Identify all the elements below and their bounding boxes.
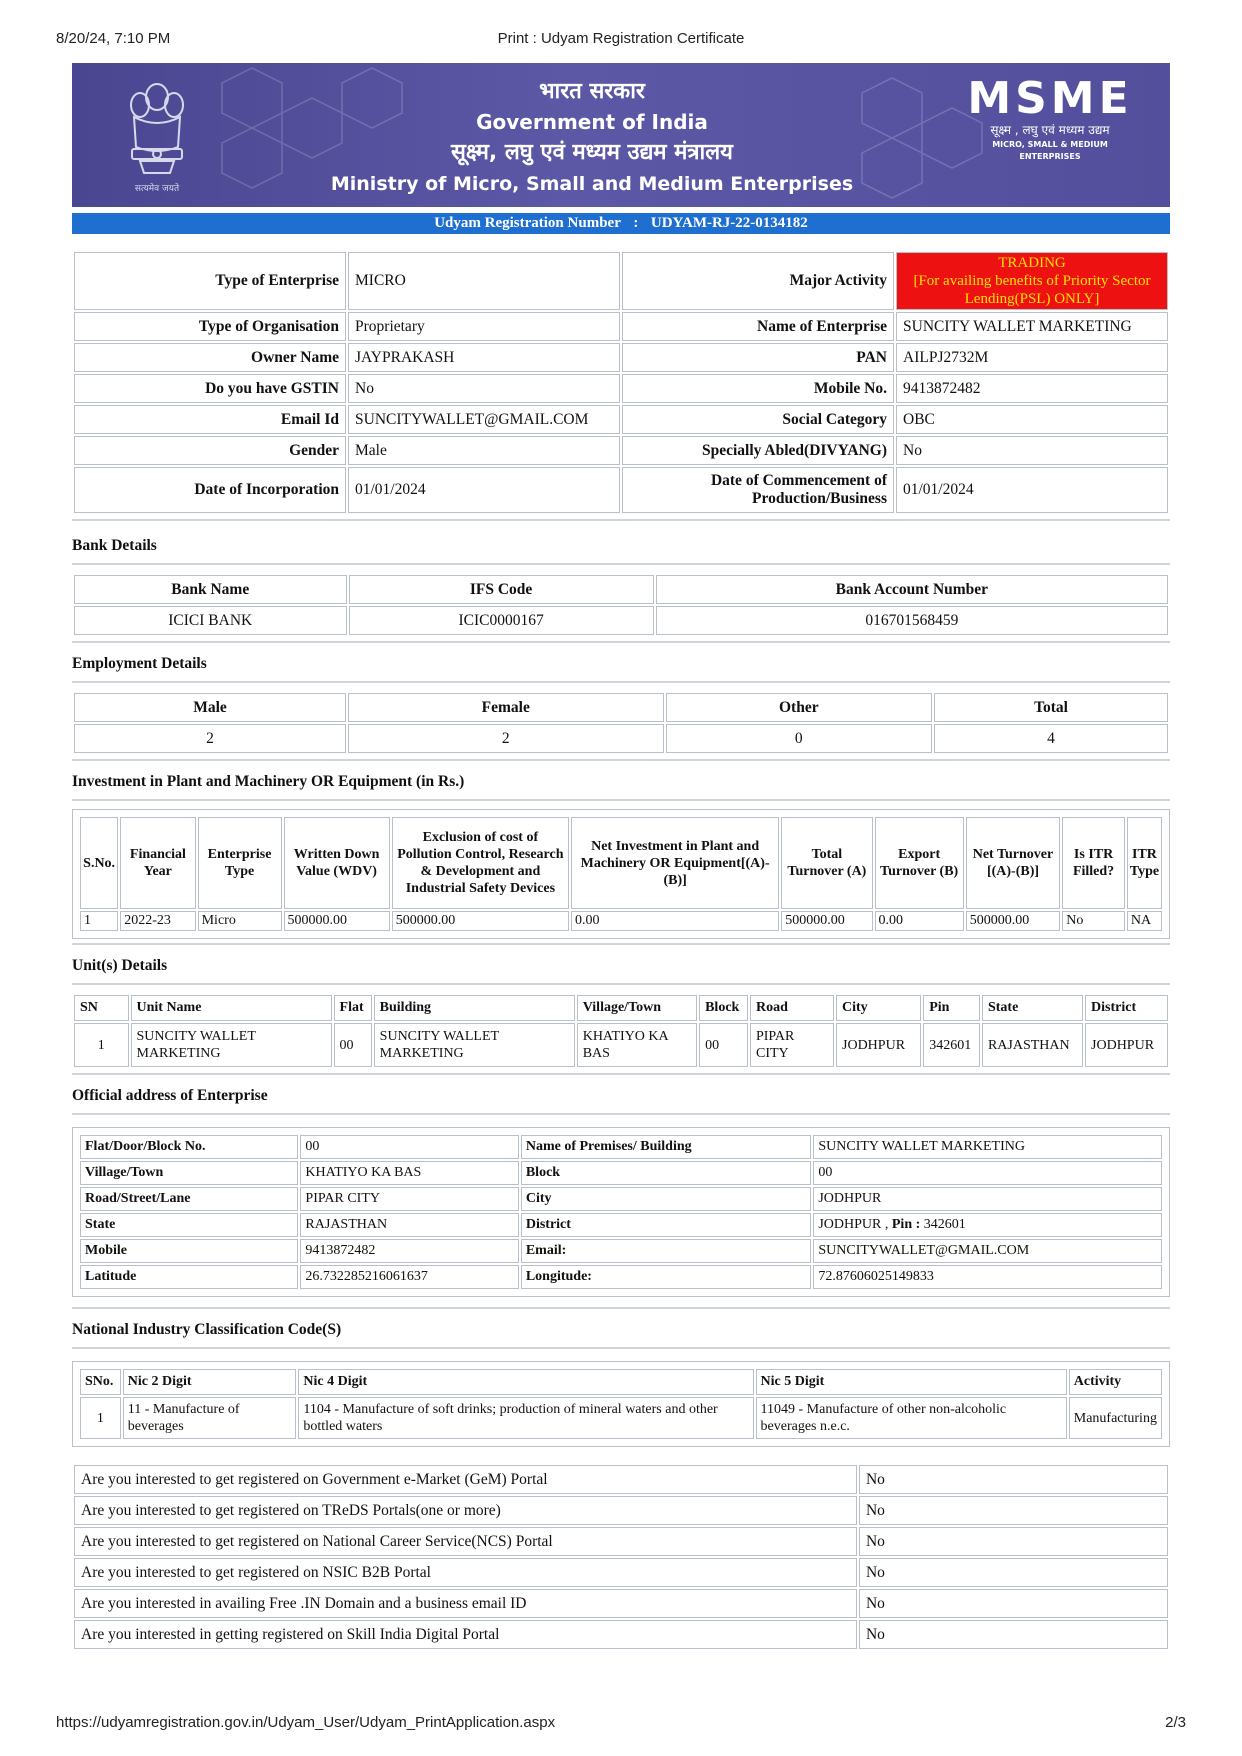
national-emblem-icon xyxy=(116,77,198,197)
enterprise-name-label: Name of Enterprise xyxy=(622,312,894,341)
nic-codes-table xyxy=(78,1367,1164,1441)
column-header: Nic 2 Digit xyxy=(123,1369,297,1395)
table-cell: 11049 - Manufacture of other non-alcoholic beverages n.e.c. xyxy=(756,1397,1067,1439)
table-row xyxy=(74,1558,1168,1587)
table-header-row xyxy=(74,575,1168,604)
city-label: City xyxy=(521,1187,812,1211)
commencement-label-line1: Date of Commencement of xyxy=(710,472,887,489)
official-address-box xyxy=(72,1127,1170,1297)
column-header: S.No. xyxy=(80,817,118,909)
table-row xyxy=(80,1187,1162,1211)
table-cell: JODHPUR xyxy=(836,1023,921,1067)
portal-question: Are you interested to get registered on Government e-Market (GeM) Portal xyxy=(74,1465,857,1494)
portal-answer: No xyxy=(859,1589,1168,1618)
column-header: Unit Name xyxy=(131,995,332,1021)
block-value: 00 xyxy=(813,1161,1162,1185)
column-header: Total xyxy=(934,693,1168,722)
column-header: State xyxy=(982,995,1083,1021)
column-header: Enterprise Type xyxy=(198,817,282,909)
column-header: Road xyxy=(750,995,834,1021)
table-row xyxy=(74,1496,1168,1525)
table-row xyxy=(74,312,1168,341)
column-header: Female xyxy=(348,693,664,722)
column-header: SN xyxy=(74,995,129,1021)
email-value: SUNCITYWALLET@GMAIL.COM xyxy=(348,405,620,434)
column-header: Village/Town xyxy=(577,995,697,1021)
ifsc-value: ICIC0000167 xyxy=(349,606,654,635)
latitude-value: 26.732285216061637 xyxy=(300,1265,518,1289)
msme-logo xyxy=(964,73,1136,163)
divider xyxy=(72,943,1170,945)
organisation-type-value: Proprietary xyxy=(348,312,620,341)
divider xyxy=(72,1307,1170,1309)
employment-details-table xyxy=(72,691,1170,755)
table-row xyxy=(74,1620,1168,1649)
portal-question: Are you interested to get registered on National Career Service(NCS) Portal xyxy=(74,1527,857,1556)
print-title: Print : Udyam Registration Certificate xyxy=(497,30,745,47)
column-header: Net Investment in Plant and Machinery OR Equipment[(A)-(B)] xyxy=(571,817,779,909)
english-ministry-title: Ministry of Micro, Small and Medium Enterprises xyxy=(330,173,854,195)
column-header: Nic 5 Digit xyxy=(756,1369,1067,1395)
table-row xyxy=(74,343,1168,372)
column-header: Pin xyxy=(923,995,980,1021)
table-row xyxy=(74,1465,1168,1494)
hindi-ministry-title: सूक्ष्म, लघु एवं मध्यम उद्यम मंत्रालय xyxy=(451,140,733,165)
state-label: State xyxy=(80,1213,298,1237)
column-header: Activity xyxy=(1069,1369,1162,1395)
column-header: Block xyxy=(699,995,748,1021)
latitude-label: Latitude xyxy=(80,1265,298,1289)
portal-answer: No xyxy=(859,1527,1168,1556)
msme-logo-wordmark: MSME xyxy=(967,73,1133,124)
road-value: PIPAR CITY xyxy=(300,1187,518,1211)
commencement-date-value: 01/01/2024 xyxy=(896,467,1168,513)
table-cell: 500000.00 xyxy=(284,911,390,931)
column-header: Other xyxy=(666,693,933,722)
total-count: 4 xyxy=(934,724,1168,753)
commencement-date-label xyxy=(622,467,894,513)
msme-hindi-tagline: सूक्ष्म , लघु एवं मध्यम उद्यम xyxy=(990,123,1110,137)
major-activity-note: [For availing benefits of Priority Sector Lending(PSL) ONLY] xyxy=(913,273,1151,307)
table-cell: JODHPUR xyxy=(1085,1023,1168,1067)
registration-number: UDYAM-RJ-22-0134182 xyxy=(650,215,808,231)
address-email-label: Email: xyxy=(521,1239,812,1263)
table-row xyxy=(80,1135,1162,1159)
column-header: Building xyxy=(374,995,575,1021)
column-header: District xyxy=(1085,995,1168,1021)
flat-value: 00 xyxy=(300,1135,518,1159)
gstin-label: Do you have GSTIN xyxy=(74,374,346,403)
table-cell: NA xyxy=(1127,911,1162,931)
major-activity-value xyxy=(896,252,1168,310)
print-header xyxy=(56,30,1186,50)
incorporation-date-value: 01/01/2024 xyxy=(348,467,620,513)
incorporation-date-label: Date of Incorporation xyxy=(74,467,346,513)
table-cell: 11 - Manufacture of beverages xyxy=(123,1397,297,1439)
msme-english-tagline: MICRO, SMALL & MEDIUM ENTERPRISES xyxy=(992,140,1108,161)
column-header: Male xyxy=(74,693,346,722)
portal-question: Are you interested in availing Free .IN Domain and a business email ID xyxy=(74,1589,857,1618)
enterprise-type-value: MICRO xyxy=(348,252,620,310)
other-count: 0 xyxy=(666,724,933,753)
major-activity-main: TRADING xyxy=(998,255,1066,271)
column-header: Net Turnover [(A)-(B)] xyxy=(966,817,1061,909)
table-header-row xyxy=(80,1369,1162,1395)
column-header: Export Turnover (B) xyxy=(875,817,964,909)
block-label: Block xyxy=(521,1161,812,1185)
table-header-row xyxy=(80,817,1162,909)
official-address-heading: Official address of Enterprise xyxy=(72,1087,1170,1115)
enterprise-details-table xyxy=(72,250,1170,515)
social-category-value: OBC xyxy=(896,405,1168,434)
table-row xyxy=(74,374,1168,403)
table-cell: SUNCITY WALLET MARKETING xyxy=(131,1023,332,1067)
page-number: 2/3 xyxy=(1165,1714,1186,1731)
table-cell: No xyxy=(1062,911,1125,931)
table-cell: 500000.00 xyxy=(781,911,872,931)
gstin-value: No xyxy=(348,374,620,403)
divyang-label: Specially Abled(DIVYANG) xyxy=(622,436,894,465)
column-header: Flat xyxy=(334,995,372,1021)
english-government-title: Government of India xyxy=(476,110,708,134)
major-activity-label: Major Activity xyxy=(622,252,894,310)
bank-name-value: ICICI BANK xyxy=(74,606,347,635)
social-category-label: Social Category xyxy=(622,405,894,434)
state-value: RAJASTHAN xyxy=(300,1213,518,1237)
portal-answer: No xyxy=(859,1465,1168,1494)
table-row xyxy=(74,1589,1168,1618)
column-header: Bank Name xyxy=(74,575,347,604)
flat-label: Flat/Door/Block No. xyxy=(80,1135,298,1159)
column-header: Nic 4 Digit xyxy=(298,1369,753,1395)
column-header: Financial Year xyxy=(120,817,195,909)
premises-label: Name of Premises/ Building xyxy=(521,1135,812,1159)
enterprise-name-value: SUNCITY WALLET MARKETING xyxy=(896,312,1168,341)
registration-number-bar xyxy=(72,213,1170,234)
registration-label: Udyam Registration Number xyxy=(434,215,621,231)
portal-answer: No xyxy=(859,1620,1168,1649)
table-cell: PIPAR CITY xyxy=(750,1023,834,1067)
investment-heading: Investment in Plant and Machinery OR Equipment (in Rs.) xyxy=(72,773,1170,801)
portal-question: Are you interested to get registered on TReDS Portals(one or more) xyxy=(74,1496,857,1525)
table-cell: 500000.00 xyxy=(392,911,569,931)
column-header: SNo. xyxy=(80,1369,121,1395)
column-header: Total Turnover (A) xyxy=(781,817,872,909)
divider xyxy=(72,759,1170,761)
table-cell: 2022-23 xyxy=(120,911,195,931)
gender-label: Gender xyxy=(74,436,346,465)
registration-separator: : xyxy=(633,215,639,231)
investment-box xyxy=(72,809,1170,939)
female-count: 2 xyxy=(348,724,664,753)
column-header: Bank Account Number xyxy=(656,575,1168,604)
hindi-government-title: भारत सरकार xyxy=(539,79,645,104)
official-address-table xyxy=(78,1133,1164,1291)
district-name: JODHPUR , xyxy=(818,1217,889,1232)
organisation-type-label: Type of Organisation xyxy=(74,312,346,341)
premises-value: SUNCITY WALLET MARKETING xyxy=(813,1135,1162,1159)
column-header: Written Down Value (WDV) xyxy=(284,817,390,909)
table-row xyxy=(80,1161,1162,1185)
table-cell: Manufacturing xyxy=(1069,1397,1162,1439)
portal-question: Are you interested to get registered on NSIC B2B Portal xyxy=(74,1558,857,1587)
mobile-value: 9413872482 xyxy=(896,374,1168,403)
table-cell: 1 xyxy=(74,1023,129,1067)
table-cell: 0.00 xyxy=(571,911,779,931)
longitude-value: 72.87606025149833 xyxy=(813,1265,1162,1289)
portal-answer: No xyxy=(859,1496,1168,1525)
gender-value: Male xyxy=(348,436,620,465)
owner-name-value: JAYPRAKASH xyxy=(348,343,620,372)
city-value: JODHPUR xyxy=(813,1187,1162,1211)
pan-value: AILPJ2732M xyxy=(896,343,1168,372)
unit-details-heading: Unit(s) Details xyxy=(72,957,1170,985)
table-row xyxy=(74,1527,1168,1556)
print-datetime: 8/20/24, 7:10 PM xyxy=(56,30,171,47)
nic-codes-heading: National Industry Classification Code(S) xyxy=(72,1321,1170,1349)
pin-value: 342601 xyxy=(923,1217,966,1232)
table-cell: 0.00 xyxy=(875,911,964,931)
address-email-value: SUNCITYWALLET@GMAIL.COM xyxy=(813,1239,1162,1263)
table-row xyxy=(80,1239,1162,1263)
table-row xyxy=(74,252,1168,310)
divider xyxy=(72,519,1170,521)
pan-label: PAN xyxy=(622,343,894,372)
column-header: Is ITR Filled? xyxy=(1062,817,1125,909)
divider xyxy=(72,1073,1170,1075)
male-count: 2 xyxy=(74,724,346,753)
page-url: https://udyamregistration.gov.in/Udyam_User/Udyam_PrintApplication.aspx xyxy=(56,1714,556,1731)
district-label: District xyxy=(521,1213,812,1237)
table-cell: 00 xyxy=(334,1023,372,1067)
table-row xyxy=(74,436,1168,465)
address-mobile-value: 9413872482 xyxy=(300,1239,518,1263)
unit-details-table xyxy=(72,993,1170,1069)
district-value xyxy=(813,1213,1162,1237)
bank-details-table xyxy=(72,573,1170,637)
commencement-label-line2: Production/Business xyxy=(752,490,887,507)
portal-question: Are you interested in getting registered on Skill India Digital Portal xyxy=(74,1620,857,1649)
bank-details-heading: Bank Details xyxy=(72,537,1170,565)
enterprise-type-label: Type of Enterprise xyxy=(74,252,346,310)
column-header: Exclusion of cost of Pollution Control, Research & Development and Industrial Safety Devices xyxy=(392,817,569,909)
portal-answer: No xyxy=(859,1558,1168,1587)
email-label: Email Id xyxy=(74,405,346,434)
divyang-value: No xyxy=(896,436,1168,465)
table-row xyxy=(74,724,1168,753)
village-label: Village/Town xyxy=(80,1161,298,1185)
emblem-caption: सत्यमेव जयते xyxy=(134,184,180,194)
certificate-page xyxy=(72,63,1170,1651)
divider xyxy=(72,641,1170,643)
address-mobile-label: Mobile xyxy=(80,1239,298,1263)
village-value: KHATIYO KA BAS xyxy=(300,1161,518,1185)
table-row xyxy=(80,911,1162,931)
table-cell: 1104 - Manufacture of soft drinks; production of mineral waters and other bottled waters xyxy=(298,1397,753,1439)
pin-label: Pin : xyxy=(891,1217,921,1232)
table-row xyxy=(74,1023,1168,1067)
table-header-row xyxy=(74,995,1168,1021)
column-header: ITR Type xyxy=(1127,817,1162,909)
table-row xyxy=(80,1397,1162,1439)
table-cell: 1 xyxy=(80,911,118,931)
portal-interest-table xyxy=(72,1463,1170,1651)
table-row xyxy=(74,606,1168,635)
mobile-label: Mobile No. xyxy=(622,374,894,403)
table-cell: SUNCITY WALLET MARKETING xyxy=(374,1023,575,1067)
table-cell: 1 xyxy=(80,1397,121,1439)
nic-codes-box xyxy=(72,1361,1170,1447)
investment-table xyxy=(78,815,1164,933)
road-label: Road/Street/Lane xyxy=(80,1187,298,1211)
table-row xyxy=(74,467,1168,513)
banner-titles xyxy=(322,77,862,199)
employment-details-heading: Employment Details xyxy=(72,655,1170,683)
table-header-row xyxy=(74,693,1168,722)
table-row xyxy=(74,405,1168,434)
table-cell: KHATIYO KA BAS xyxy=(577,1023,697,1067)
column-header: City xyxy=(836,995,921,1021)
table-cell: Micro xyxy=(198,911,282,931)
longitude-label: Longitude: xyxy=(521,1265,812,1289)
table-row xyxy=(80,1265,1162,1289)
owner-name-label: Owner Name xyxy=(74,343,346,372)
account-number-value: 016701568459 xyxy=(656,606,1168,635)
table-cell: 500000.00 xyxy=(966,911,1061,931)
table-row xyxy=(80,1213,1162,1237)
table-cell: 00 xyxy=(699,1023,748,1067)
table-cell: 342601 xyxy=(923,1023,980,1067)
column-header: IFS Code xyxy=(349,575,654,604)
government-banner xyxy=(72,63,1170,207)
table-cell: RAJASTHAN xyxy=(982,1023,1083,1067)
print-footer xyxy=(56,1714,1186,1734)
